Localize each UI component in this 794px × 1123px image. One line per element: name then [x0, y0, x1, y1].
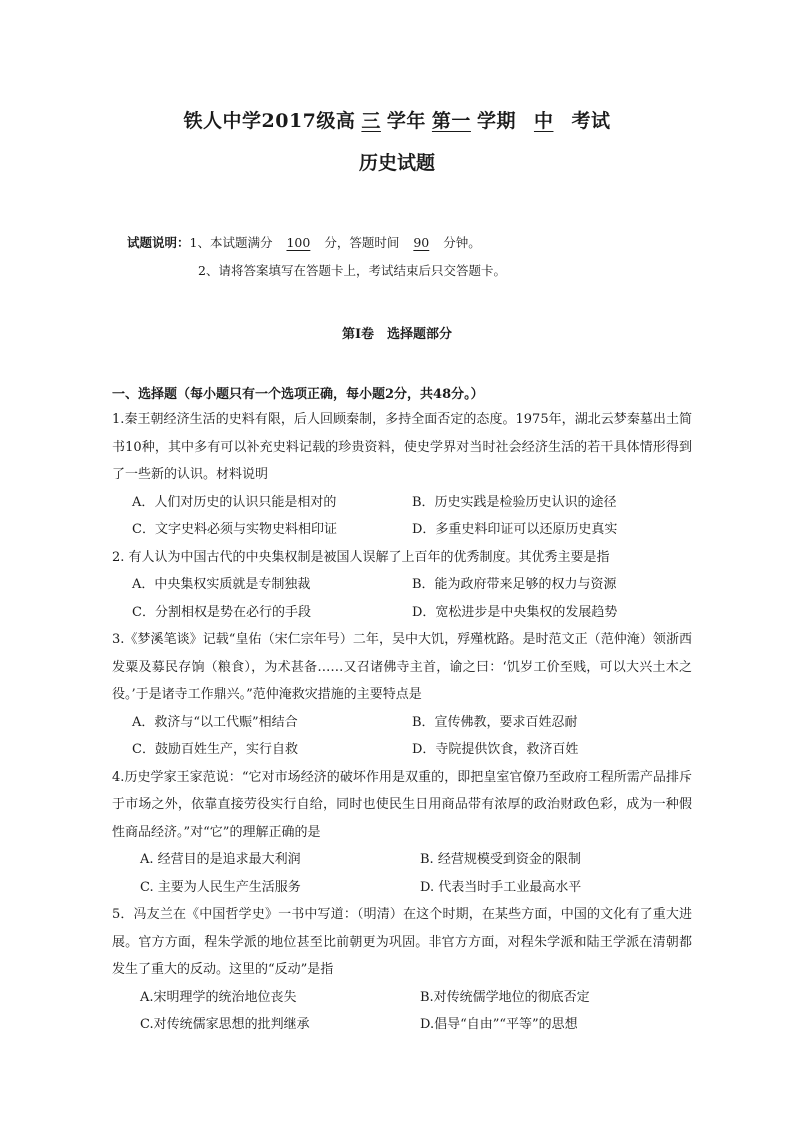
option-b: B．历史实践是检验历史认识的途径	[412, 494, 617, 510]
option-b: B.对传统儒学地位的彻底否定	[420, 989, 590, 1005]
title-term-blank: 第一	[431, 110, 471, 132]
question-1	[112, 406, 692, 544]
title-exam-label: 考试	[571, 110, 611, 132]
question-stem: 2. 有人认为中国古代的中央集权制是被国人误解了上百年的优秀制度。其优秀主要是指	[112, 549, 610, 565]
option-c: C.对传统儒家思想的批判继承	[140, 1017, 310, 1032]
option-c: C. 主要为人民生产生活服务	[140, 879, 301, 895]
instruction-line-1	[127, 233, 481, 251]
full-score-value: 100	[286, 235, 311, 250]
option-d: D．多重史料印证可以还原历史真实	[412, 522, 618, 537]
instruction-score-mid: 分，答题时间	[324, 235, 400, 250]
title-term-label: 学期	[476, 110, 516, 132]
time-value: 90	[413, 235, 430, 250]
option-c: C．文字史料必须与实物史料相印证	[132, 522, 337, 537]
question-stem: 1.秦王朝经济生活的史料有限，后人回顾秦制，多持全面否定的态度。1975年，湖北云梦秦墓出土简书10种，其中多有可以补充史料记载的珍贵资料，使史学界对当时社会经济生活的若干具体情形得到了一些新的认识。材料说明	[112, 412, 692, 482]
option-grid	[112, 489, 692, 544]
option-b: B．能为政府带来足够的权力与资源	[412, 577, 617, 592]
option-grid	[112, 571, 692, 626]
option-d: D.倡导“自由”“平等”的思想	[420, 1017, 578, 1032]
section-title: 第Ⅰ卷 选择题部分	[341, 327, 453, 342]
option-d: D．寺院提供饮食，救济百姓	[412, 742, 579, 757]
option-c: C．分割相权是势在必行的手段	[132, 604, 311, 620]
option-grid	[112, 846, 692, 901]
title-year-label: 学年	[386, 110, 426, 132]
option-d: D．宽松进步是中央集权的发展趋势	[412, 604, 618, 620]
title-grade-blank: 三	[361, 110, 381, 132]
question-stem: 5．冯友兰在《中国哲学史》一书中写道：（明清）在这个时期，在某些方面，中国的文化有了重大进展。官方方面，程朱学派的地位甚至比前朝更为巩固。非官方方面，对程朱学派和陆王学派在清朝都发生了重大的反动。这里的“反动”是指	[112, 907, 692, 977]
option-d: D. 代表当时手工业最高水平	[420, 879, 582, 895]
question-area	[112, 384, 692, 1039]
option-a: A．人们对历史的认识只能是相对的	[132, 494, 337, 510]
option-b: B．宣传佛教，要求百姓忍耐	[412, 714, 578, 730]
title-exam-blank: 中	[533, 110, 554, 132]
option-a: A．中央集权实质就是专制独裁	[132, 577, 311, 592]
option-b: B. 经营规模受到资金的限制	[420, 852, 581, 867]
question-5	[112, 901, 692, 1039]
question-3	[112, 626, 692, 764]
title-school: 铁人中学2017级高	[183, 110, 356, 132]
instruction-score-post: 分钟。	[443, 235, 481, 250]
question-stem: 4.历史学家王家范说：“它对市场经济的破坏作用是双重的，即把皇室官僚乃至政府工程所需产品排斥于市场之外，依靠直接劳役实行自给，同时也使民生日用商品带有浓厚的政治财政色彩，成为一种假性商品经济。”对“它”的理解正确的是	[112, 769, 692, 840]
instruction-line-2: 2、请将答案填写在答题卡上，考试结束后只交答题卡。	[198, 263, 506, 278]
option-grid	[112, 984, 692, 1039]
option-a: A.宋明理学的统治地位丧失	[140, 989, 297, 1005]
instruction-score-pre: 1、本试题满分	[189, 235, 273, 250]
exam-subtitle: 历史试题	[358, 152, 435, 174]
option-c: C．鼓励百姓生产，实行自救	[132, 742, 298, 757]
option-a: A．救济与“以工代赈”相结合	[132, 714, 298, 730]
exam-title	[0, 106, 794, 133]
instruction-lead: 试题说明：	[127, 235, 190, 250]
question-4	[112, 764, 692, 902]
question-2	[112, 544, 692, 627]
part-title: 一、选择题（每小题只有一个选项正确，每小题2分，共48分。）	[112, 387, 484, 402]
option-a: A. 经营目的是追求最大利润	[140, 852, 301, 867]
option-grid	[112, 709, 692, 764]
question-stem: 3.《梦溪笔谈》记载“皇佑（宋仁宗年号）二年，吴中大饥，殍殣枕路。是时范文正（范仲淹）领浙西发粟及募民存饷（粮食），为术甚备……又召诸佛寺主首，谕之曰：‘饥岁工价至贱，可以大兴土木之役。’于是诸寺工作鼎兴。”范仲淹救灾措施的主要特点是	[112, 632, 692, 702]
